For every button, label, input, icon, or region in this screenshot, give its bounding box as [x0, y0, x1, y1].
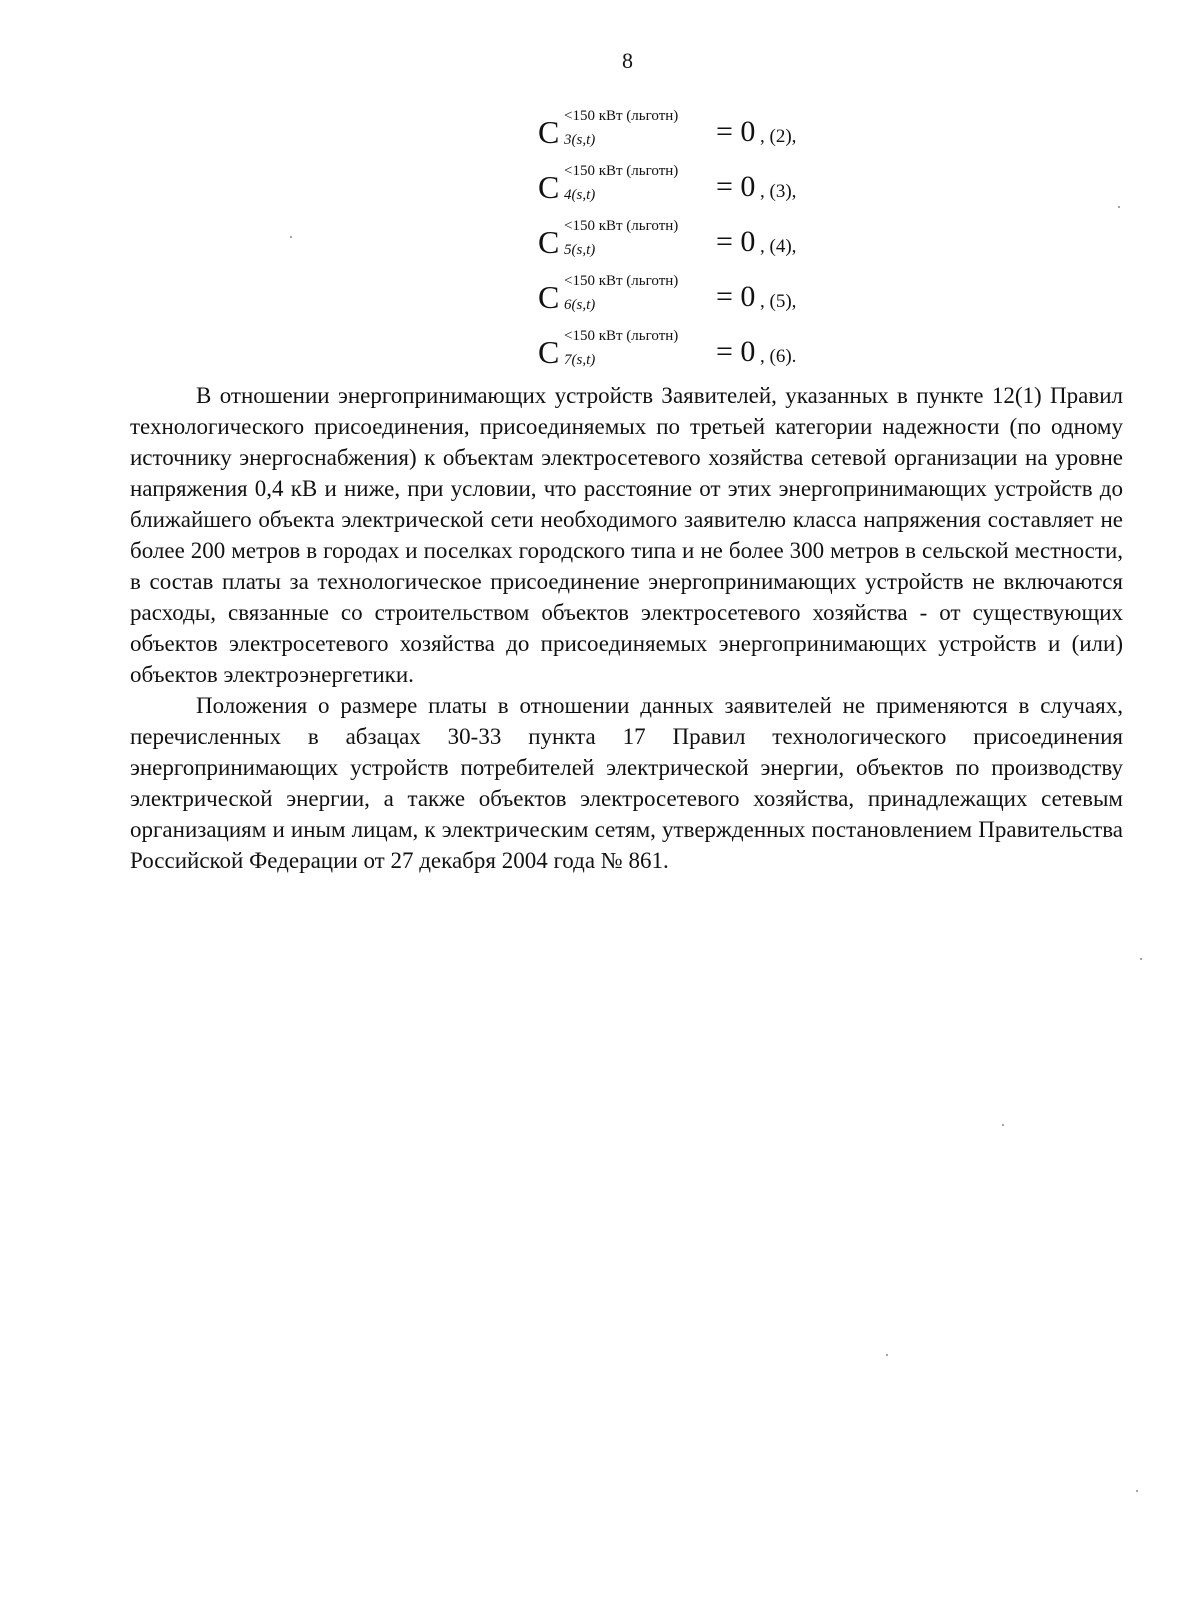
- document-body: [130, 380, 1123, 876]
- scan-speck: [886, 1354, 888, 1356]
- formula-subscript: 4(s,t): [564, 187, 596, 203]
- paragraph-preferential-applicants: В отношении энергопринимающих устройств Заявителей, указанных в пункте 12(1) Правил технологического присоединения, присоединяемых по третьей категории надежности (по одному источнику энергоснабжения) к объектам электросетевого хозяйства сетевой организации на уровне напряжения 0,4 кВ и ниже, при условии, что расстояние от этих энергопринимающих устройств до ближайшего объекта электрической сети необходимого заявителю класса напряжения составляет не более 200 метров в городах и поселках городского типа и не более 300 метров в сельской местности, в состав платы за технологическое присоединение энергопринимающих устройств не включаются расходы, связанные со строительством объектов электросетевого хозяйства - от существующих объектов электросетевого хозяйства до присоединяемых энергопринимающих устройств и (или) объектов электроэнергетики.: [130, 383, 1123, 687]
- formula-superscript: <150 кВт (льготн): [564, 328, 679, 344]
- formula-2: [538, 104, 868, 159]
- formula-equals: = 0: [716, 225, 756, 258]
- formula-symbol: C: [538, 224, 560, 260]
- formula-equals: = 0: [716, 280, 756, 313]
- formula-equals: = 0: [716, 335, 756, 368]
- page-number: 8: [622, 48, 633, 73]
- scan-speck: [1140, 958, 1142, 960]
- formula-symbol: C: [538, 169, 560, 205]
- formula-subscript: 6(s,t): [564, 297, 596, 313]
- formula-number: , (3),: [760, 181, 797, 202]
- paragraph-exceptions: Положения о размере платы в отношении данных заявителей не применяются в случаях, перечисленных в абзацах 30-33 пункта 17 Правил технологического присоединения энергопринимающих устройств потребителей электрической энергии, объектов по производству электрической энергии, а также объектов электросетевого хозяйства, принадлежащих сетевым организациям и иным лицам, к электрическим сетям, утвержденных постановлением Правительства Российской Федерации от 27 декабря 2004 года № 861.: [130, 693, 1123, 873]
- scan-speck: [1136, 1490, 1138, 1492]
- formula-symbol: C: [538, 114, 560, 150]
- formula-superscript: <150 кВт (льготн): [564, 108, 679, 124]
- formula-6: [538, 324, 868, 379]
- formula-number: , (5),: [760, 291, 797, 312]
- formula-3: [538, 159, 868, 214]
- formula-symbol: C: [538, 334, 560, 370]
- scan-speck: [1002, 1124, 1004, 1126]
- formula-equals: = 0: [716, 115, 756, 148]
- formula-block: [538, 104, 868, 379]
- formula-number: , (2),: [760, 126, 797, 147]
- formula-superscript: <150 кВт (льготн): [564, 273, 679, 289]
- formula-subscript: 3(s,t): [564, 132, 596, 148]
- formula-5: [538, 269, 868, 324]
- scan-speck: [1118, 206, 1120, 208]
- formula-subscript: 5(s,t): [564, 242, 596, 258]
- formula-subscript: 7(s,t): [564, 352, 596, 368]
- formula-superscript: <150 кВт (льготн): [564, 218, 679, 234]
- formula-number: , (4),: [760, 236, 797, 257]
- formula-symbol: C: [538, 279, 560, 315]
- formula-number: , (6).: [760, 346, 797, 367]
- formula-equals: = 0: [716, 170, 756, 203]
- formula-4: [538, 214, 868, 269]
- formula-superscript: <150 кВт (льготн): [564, 163, 679, 179]
- scan-speck: [290, 236, 292, 238]
